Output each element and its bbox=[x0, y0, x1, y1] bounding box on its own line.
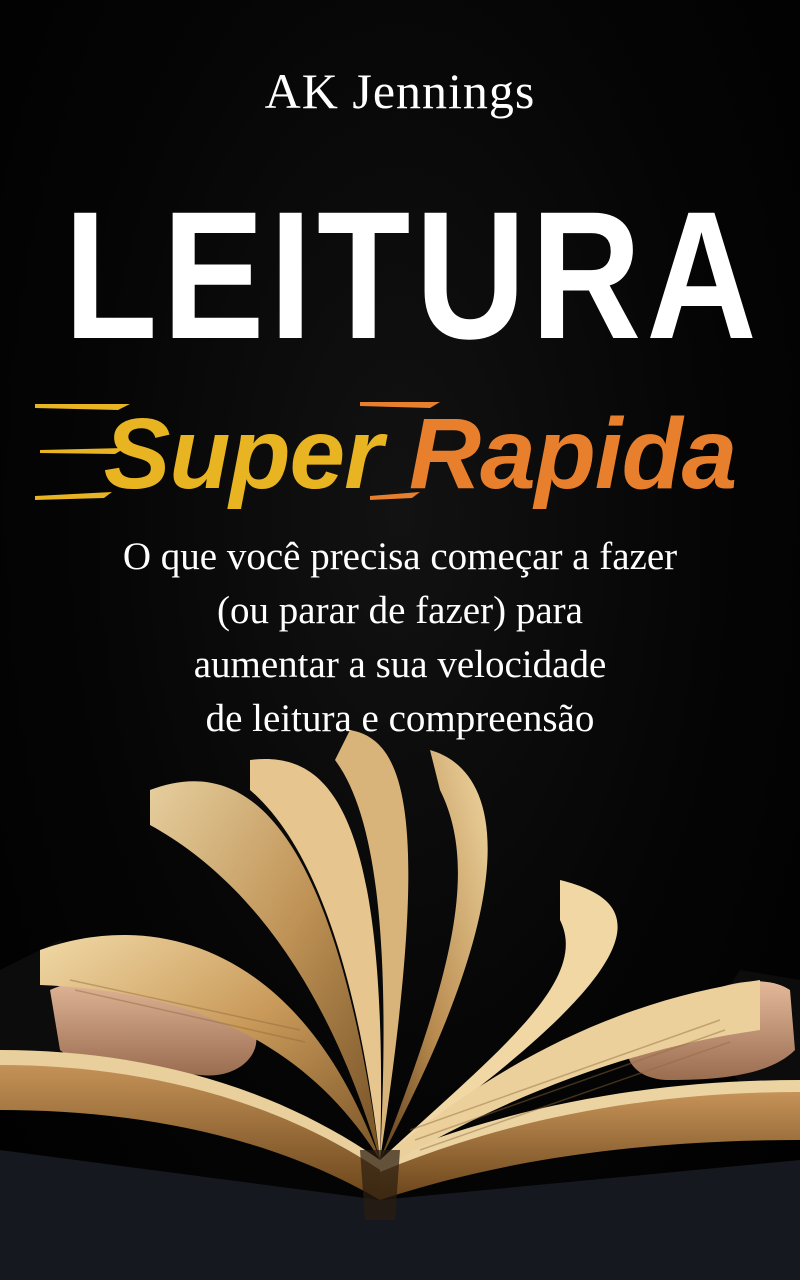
book-subtitle bbox=[40, 530, 760, 746]
author-name: AK Jennings bbox=[264, 63, 536, 119]
title-word-super: Super bbox=[103, 398, 383, 510]
title-word-rapida: Rapida bbox=[408, 398, 737, 510]
open-book-flipping-pages-icon bbox=[0, 730, 800, 1280]
subtitle-line: (ou parar de fazer) para bbox=[217, 589, 583, 632]
book-title: LEITURA bbox=[64, 173, 762, 377]
subtitle-line: O que você precisa começar a fazer bbox=[122, 535, 678, 578]
book-title-subheading bbox=[60, 392, 780, 517]
subtitle-line: aumentar a sua velocidade bbox=[193, 643, 607, 686]
subtitle-line: de leitura e compreensão bbox=[205, 697, 595, 740]
